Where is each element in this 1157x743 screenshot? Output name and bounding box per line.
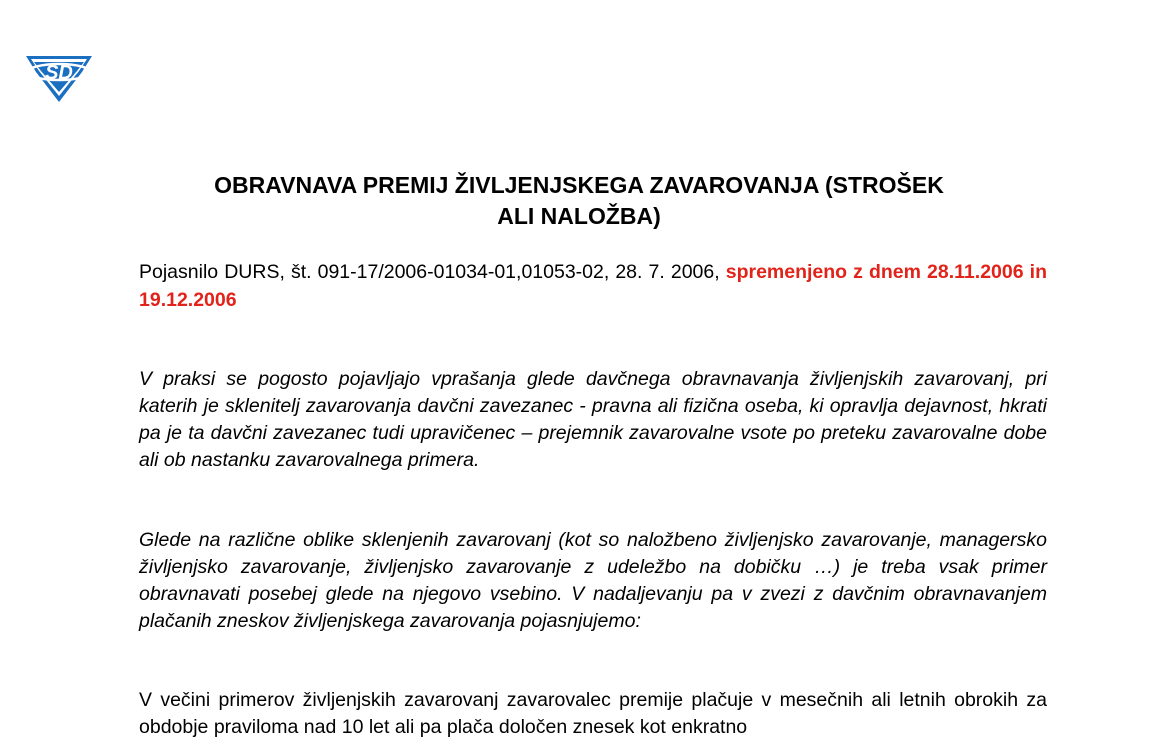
reference-changed-text: spremenjeno z dnem 28.11.2006 in 19.12.2006 — [139, 261, 1047, 311]
paragraph-1: V praksi se pogosto pojavljajo vprašanja glede davčnega obravnavanja življenjskih zavarovanj, pri katerih je sklenitelj zavarovanja davčni zavezanec - pravna ali fizična oseba, ki opravlja dejavnost, hkrati pa je ta davčni zavezanec tudi upravičenec – prejemnik zavarovalne vsote po preteku zavarovalne dobe ali ob nastanku zavarovalnega primera. — [139, 368, 1047, 471]
company-logo — [22, 50, 96, 104]
title-line-1: OBRAVNAVA PREMIJ ŽIVLJENJSKEGA ZAVAROVANJA (STROŠEK — [214, 172, 944, 198]
logo-text: SD — [45, 62, 73, 84]
reference-note — [139, 258, 1047, 314]
title-line-2: ALI NALOŽBA) — [497, 203, 661, 229]
shield-logo-icon — [22, 50, 96, 104]
document-title — [140, 170, 1018, 232]
paragraph-3: V večini primerov življenjskih zavarovanj zavarovalec premije plačuje v mesečnih ali letnih obrokih za obdobje praviloma nad 10 let ali pa plača določen znesek kot enkratno — [139, 689, 1047, 738]
paragraph-2: Glede na različne oblike sklenjenih zavarovanj (kot so naložbeno življenjsko zavarovanje, managersko življenjsko zavarovanje, življenjsko zavarovanje z udeležbo na dobičku …) je treba vsak primer obravnavati posebej glede na njegovo vsebino. V nadaljevanju pa v zvezi z davčnim obravnavanjem plačanih zneskov življenjskega zavarovanja pojasnjujemo: — [139, 529, 1047, 632]
reference-plain-text: Pojasnilo DURS, št. 091-17/2006-01034-01,01053-02, 28. 7. 2006, — [139, 261, 726, 283]
